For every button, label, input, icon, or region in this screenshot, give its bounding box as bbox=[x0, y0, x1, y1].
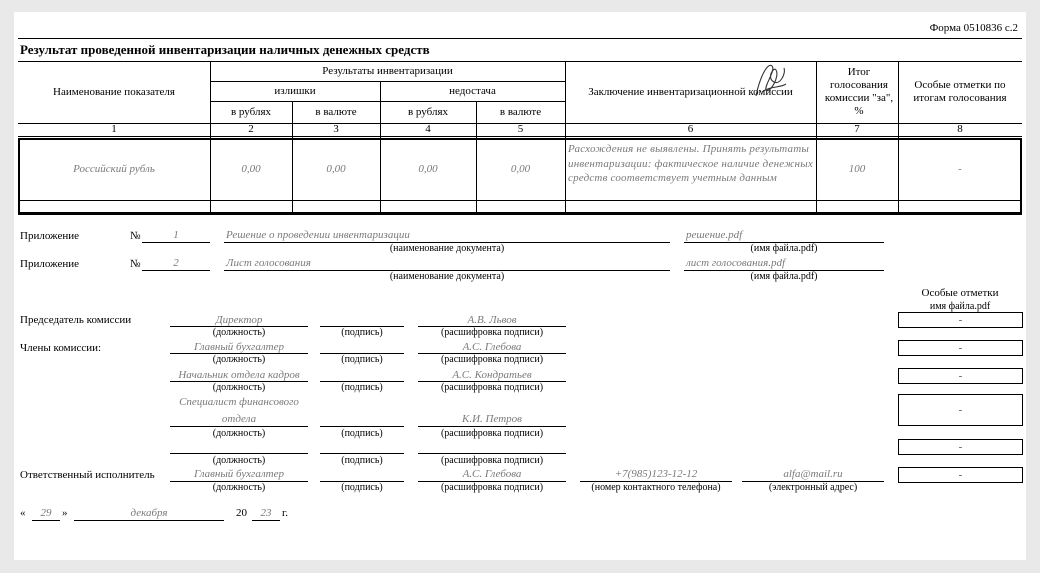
executor-position: Главный бухгалтер bbox=[194, 468, 284, 480]
col-number: 3 bbox=[333, 123, 339, 135]
member-mark-box: - bbox=[898, 439, 1023, 455]
signature-caption: (подпись) bbox=[341, 482, 383, 493]
doc-caption: (наименование документа) bbox=[389, 243, 505, 254]
attachment-number: 1 bbox=[173, 229, 179, 241]
decoding-caption: (расшифровка подписи) bbox=[440, 428, 544, 439]
document-page bbox=[14, 12, 1026, 560]
executor-phone: +7(985)123-12-12 bbox=[614, 468, 698, 480]
attachment-file: лист голосования.pdf bbox=[686, 257, 786, 269]
special-marks-title: Особые отметки bbox=[921, 287, 999, 299]
header-shortage: недостача bbox=[449, 84, 496, 97]
date-century: 20 bbox=[236, 507, 247, 519]
header-surplus-cur: в валюте bbox=[315, 105, 357, 118]
attachment-doc: Решение о проведении инвентаризации bbox=[226, 229, 410, 241]
col-number: 8 bbox=[957, 123, 963, 135]
col-number: 4 bbox=[425, 123, 431, 135]
attachment-label: Приложение bbox=[20, 230, 80, 242]
signature-scribble bbox=[746, 56, 794, 104]
page-title: Результат проведенной инвентаризации наличных денежных средств bbox=[20, 42, 430, 57]
signature-caption: (подпись) bbox=[341, 428, 383, 439]
position-caption: (должность) bbox=[212, 354, 266, 365]
members-label: Члены комиссии: bbox=[20, 342, 102, 354]
signature-caption: (подпись) bbox=[341, 382, 383, 393]
executor-name: А.С. Глебова bbox=[462, 468, 522, 480]
attachment-no-label: № bbox=[130, 258, 141, 270]
header-conclusion: Заключение инвентаризационной комиссии bbox=[588, 85, 793, 98]
col-number: 2 bbox=[248, 123, 254, 135]
signature-caption: (подпись) bbox=[341, 327, 383, 338]
header-notes: Особые отметки по итогам голосования bbox=[913, 79, 1007, 104]
executor-mark-box: - bbox=[898, 467, 1023, 483]
col-number: 7 bbox=[854, 123, 860, 135]
row-shortage-rub: 0,00 bbox=[418, 162, 438, 175]
chairman-name: А.В. Львов bbox=[467, 314, 517, 326]
special-marks-subtitle: имя файла.pdf bbox=[929, 301, 991, 312]
position-caption: (должность) bbox=[212, 428, 266, 439]
decoding-caption: (расшифровка подписи) bbox=[440, 455, 544, 466]
decoding-caption: (расшифровка подписи) bbox=[440, 327, 544, 338]
row-surplus-rub: 0,00 bbox=[241, 162, 261, 175]
header-surplus: излишки bbox=[274, 84, 316, 97]
email-caption: (электронный адрес) bbox=[768, 482, 858, 493]
chairman-label: Председатель комиссии bbox=[20, 314, 132, 326]
row-notes: - bbox=[958, 162, 962, 175]
row-surplus-cur: 0,00 bbox=[326, 162, 346, 175]
signature-caption: (подпись) bbox=[341, 354, 383, 365]
attachment-file: решение.pdf bbox=[686, 229, 743, 241]
attachment-label: Приложение bbox=[20, 258, 80, 270]
member-name: К.И. Петров bbox=[462, 413, 522, 425]
member-position: Главный бухгалтер bbox=[194, 341, 284, 353]
col-number: 6 bbox=[687, 123, 694, 135]
date-open-quote: « bbox=[20, 507, 26, 519]
position-caption: (должность) bbox=[212, 455, 266, 466]
header-vote: Итог голосования комиссии "за", % bbox=[824, 66, 894, 117]
col-number: 1 bbox=[111, 123, 117, 135]
row-name: Российский рубль bbox=[73, 162, 155, 175]
attachment-no-label: № bbox=[130, 230, 141, 242]
member-mark-box: - bbox=[898, 340, 1023, 356]
chairman-mark-box: - bbox=[898, 312, 1023, 328]
header-shortage-cur: в валюте bbox=[499, 105, 542, 118]
decoding-caption: (расшифровка подписи) bbox=[440, 382, 544, 393]
member-mark-box: - bbox=[898, 394, 1023, 426]
decoding-caption: (расшифровка подписи) bbox=[440, 482, 544, 493]
position-caption: (должность) bbox=[212, 382, 266, 393]
executor-label: Ответственный исполнитель bbox=[20, 469, 155, 481]
attachment-number: 2 bbox=[173, 257, 179, 269]
form-number: Форма 0510836 с.2 bbox=[929, 22, 1018, 34]
row-conclusion: Расхождения не выявлены. Принять результаты инвентаризации: фактическое наличие денежных средств соответствует учетным данным bbox=[568, 143, 813, 184]
date-suffix: г. bbox=[282, 507, 289, 519]
date-year: 23 bbox=[260, 507, 272, 519]
member-position-line2: отдела bbox=[221, 413, 257, 425]
member-name: А.С. Глебова bbox=[462, 341, 522, 353]
position-caption: (должность) bbox=[212, 482, 266, 493]
attachment-doc: Лист голосования bbox=[226, 257, 311, 269]
position-caption: (должность) bbox=[212, 327, 266, 338]
doc-caption: (наименование документа) bbox=[389, 271, 505, 282]
chairman-position: Директор bbox=[215, 314, 263, 326]
member-mark-box: - bbox=[898, 368, 1023, 384]
executor-email: alfa@mail.ru bbox=[783, 468, 843, 480]
date-month: декабря bbox=[130, 507, 168, 519]
row-vote: 100 bbox=[848, 162, 866, 175]
file-caption: (имя файла.pdf) bbox=[750, 243, 818, 254]
row-shortage-cur: 0,00 bbox=[510, 162, 531, 175]
signature-caption: (подпись) bbox=[341, 455, 383, 466]
header-surplus-rub: в рублях bbox=[230, 105, 272, 118]
member-position: Начальник отдела кадров bbox=[178, 369, 300, 381]
member-position-line1: Специалист финансового bbox=[179, 396, 299, 408]
col-number: 5 bbox=[517, 123, 524, 135]
member-name: А.С. Кондратьев bbox=[452, 369, 532, 381]
date-day: 29 bbox=[40, 507, 52, 519]
header-shortage-rub: в рублях bbox=[407, 105, 449, 118]
header-name: Наименование показателя bbox=[53, 85, 175, 98]
decoding-caption: (расшифровка подписи) bbox=[440, 354, 544, 365]
header-results: Результаты инвентаризации bbox=[322, 64, 453, 77]
date-close-quote: » bbox=[62, 507, 68, 519]
file-caption: (имя файла.pdf) bbox=[750, 271, 818, 282]
phone-caption: (номер контактного телефона) bbox=[591, 482, 721, 493]
